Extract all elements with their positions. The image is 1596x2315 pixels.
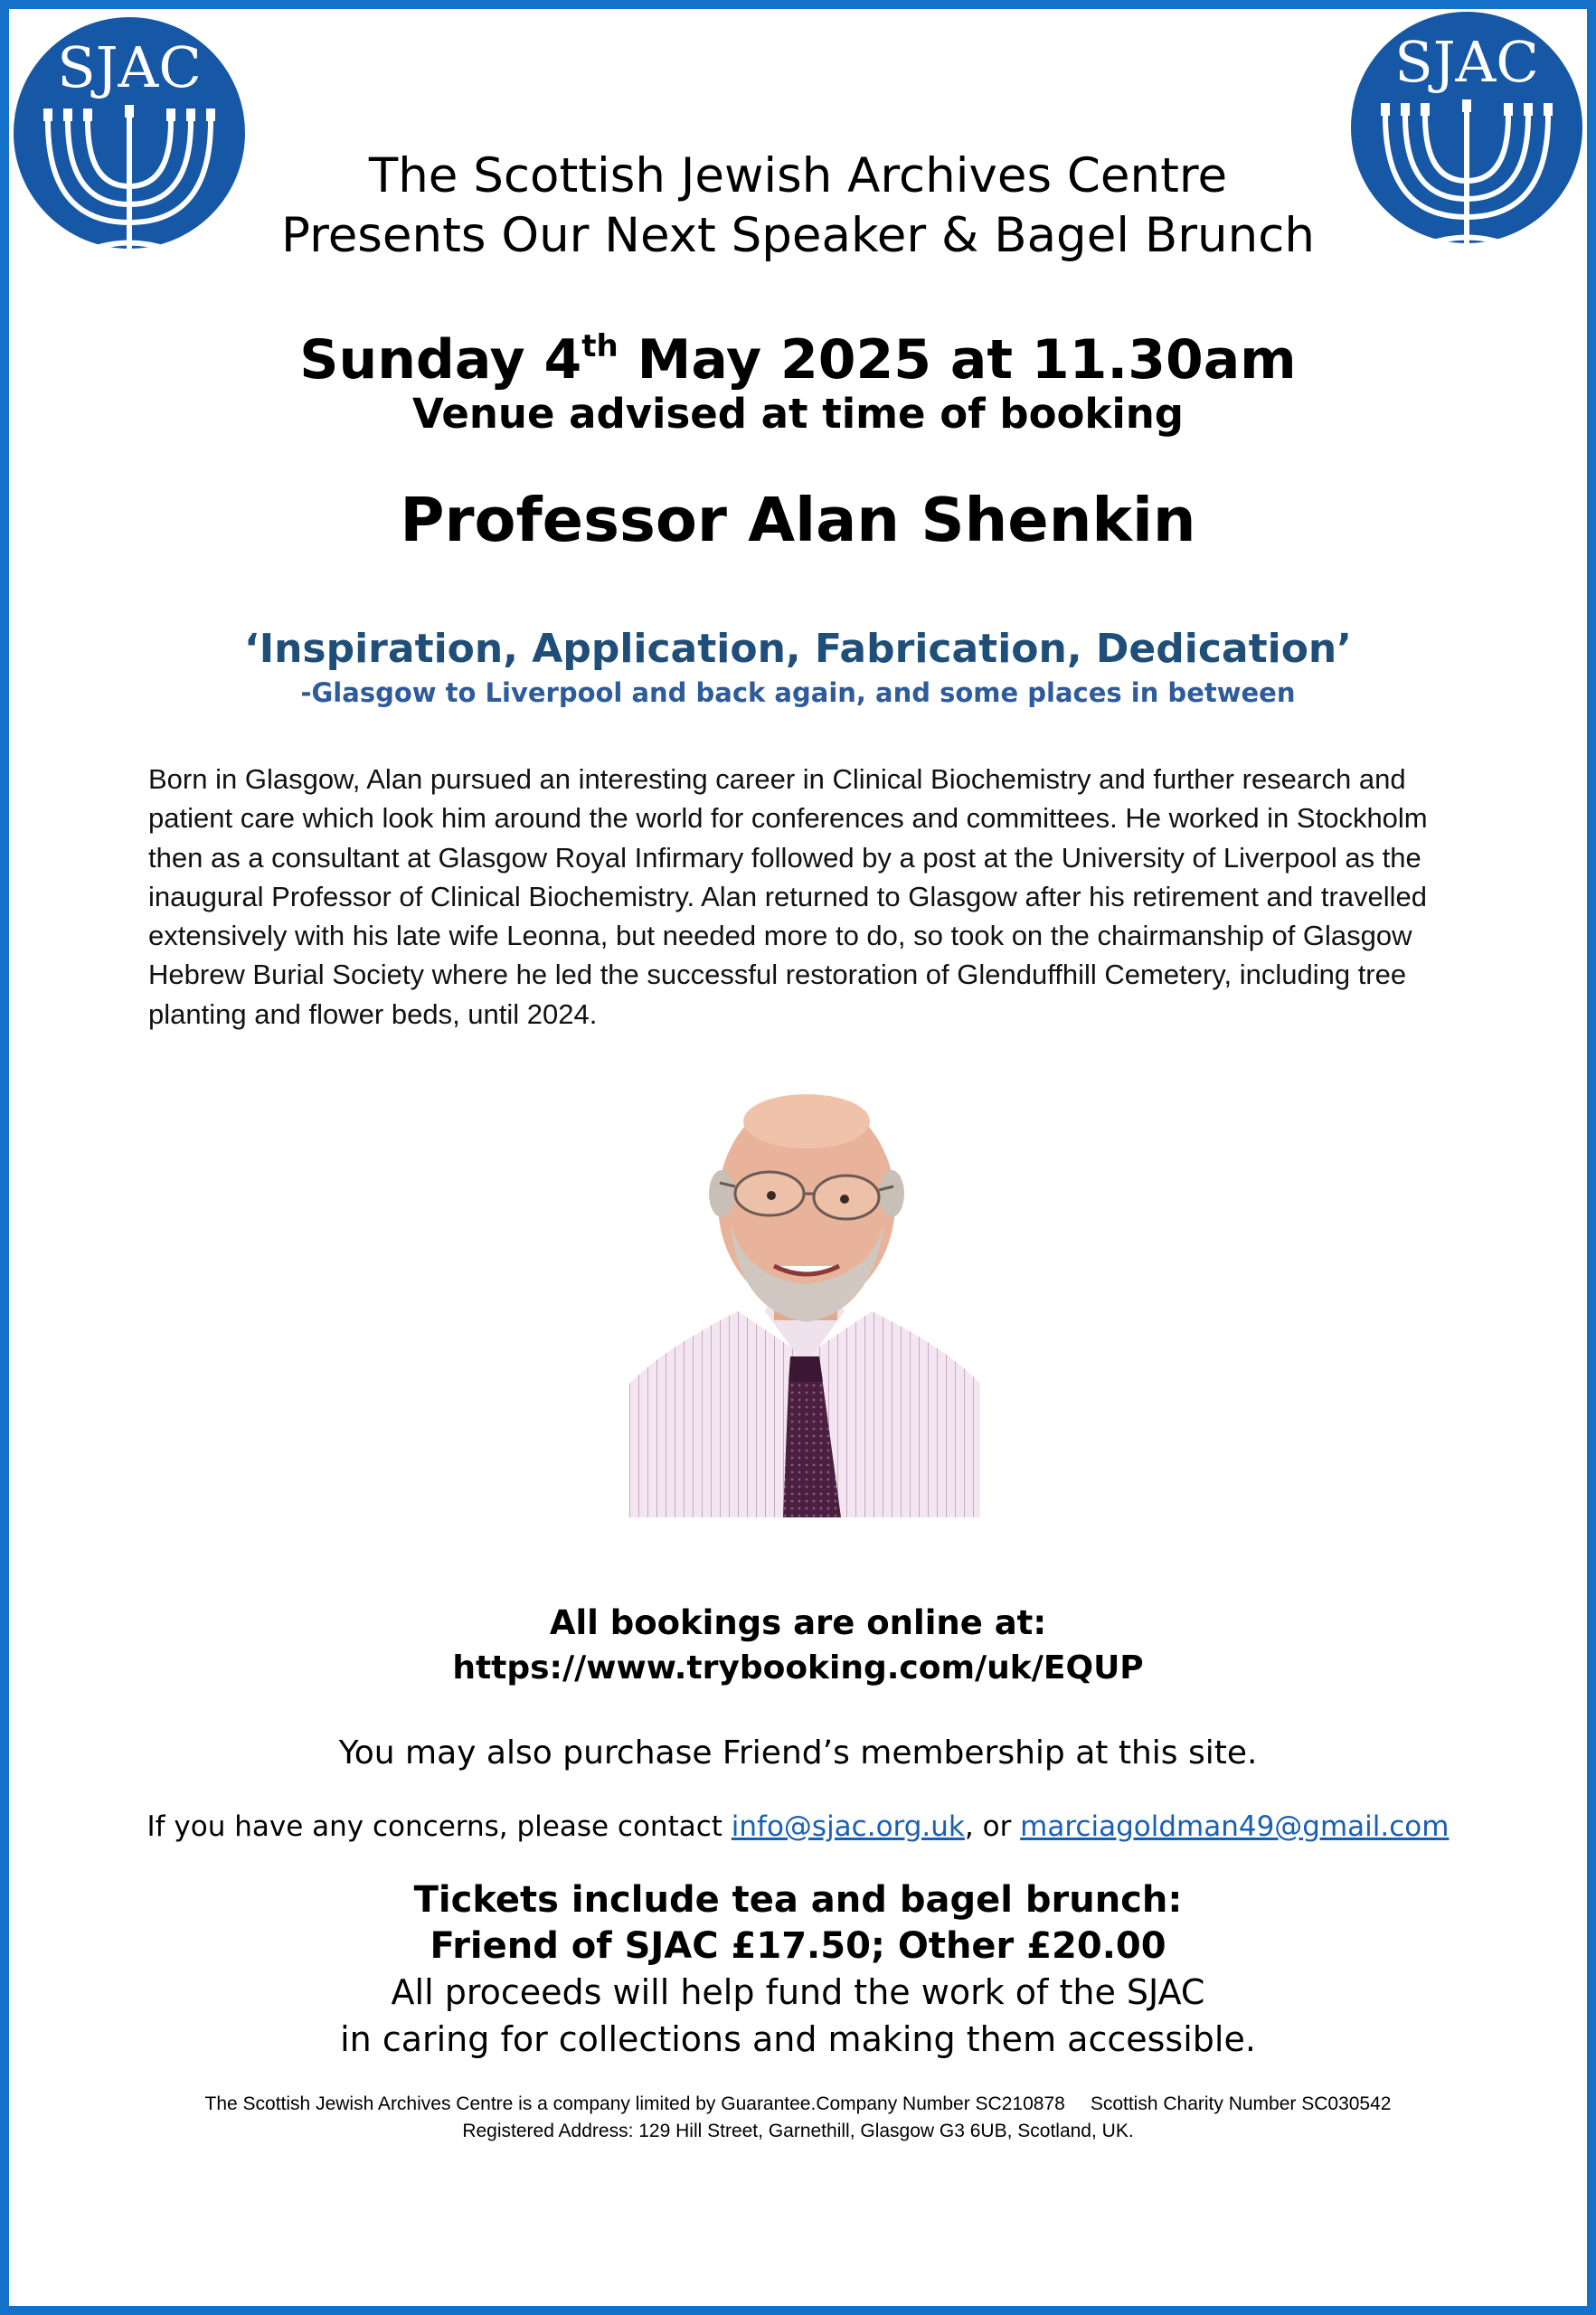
- tickets-heading: Tickets include tea and bagel brunch:: [413, 1879, 1183, 1921]
- contact-line: [9, 1807, 1587, 1847]
- talk-title: ‘Inspiration, Application, Fabrication, Dedication’: [244, 626, 1352, 672]
- organization-heading: [9, 146, 1587, 266]
- venue-note: Venue advised at time of booking: [411, 390, 1185, 438]
- talk-subtitle: -Glasgow to Liverpool and back again, and some places in between: [300, 677, 1296, 708]
- speaker-name: Professor Alan Shenkin: [400, 485, 1196, 555]
- date-suffix: May 2025 at 11.30am: [618, 328, 1297, 392]
- speaker-bio: Born in Glasgow, Alan pursued an interesting career in Clinical Biochemistry and further research and patient care which look him around the world for conferences and committees. He worked in Stockholm then as a consultant at Glasgow Royal Infirmary followed by a post at the University of Liverpool as the inaugural Professor of Clinical Biochemistry. Alan returned to Glasgow after his retirement and travelled extensively with his late wife Leonna, but needed more to do, so took on the chairmanship of Glasgow Hebrew Burial Society where he led the successful restoration of Glenduffhill Cemetery, including tree planting and flower beds, until 2024.: [148, 763, 1428, 1030]
- contact-separator: , or: [964, 1810, 1021, 1843]
- ticket-prices: Friend of SJAC £17.50; Other £20.00: [430, 1925, 1166, 1967]
- booking-label: All bookings are online at:: [549, 1603, 1047, 1642]
- contact-prefix: If you have any concerns, please contact: [146, 1810, 732, 1843]
- proceeds-line-1: All proceeds will help fund the work of the SJAC: [391, 1972, 1205, 2012]
- company-number: The Scottish Jewish Archives Centre is a company limited by Guarantee.Company Number SC210878: [204, 2093, 1065, 2114]
- email-link-marcia[interactable]: marciagoldman49@gmail.com: [1020, 1810, 1450, 1843]
- footer-company: [9, 2091, 1587, 2118]
- footer-address: Registered Address: 129 Hill Street, Garnethill, Glasgow G3 6UB, Scotland, UK.: [462, 2121, 1134, 2141]
- header-line-2: Presents Our Next Speaker & Bagel Brunch: [281, 208, 1315, 263]
- friend-membership-note: You may also purchase Friend’s membership at this site.: [338, 1734, 1258, 1772]
- proceeds-line-2: in caring for collections and making them accessible.: [340, 2019, 1256, 2059]
- date-ordinal: th: [581, 328, 619, 364]
- svg-text:SJAC: SJAC: [57, 34, 202, 100]
- speaker-photo: [629, 1085, 980, 1517]
- svg-text:SJAC: SJAC: [1394, 29, 1539, 95]
- email-link-info[interactable]: info@sjac.org.uk: [731, 1810, 965, 1843]
- booking-url[interactable]: https://www.trybooking.com/uk/EQUP: [452, 1649, 1144, 1687]
- event-date: [9, 326, 1587, 394]
- charity-number: Scottish Charity Number SC030542: [1090, 2093, 1392, 2114]
- header-line-1: The Scottish Jewish Archives Centre: [368, 148, 1228, 203]
- date-prefix: Sunday 4: [299, 328, 582, 392]
